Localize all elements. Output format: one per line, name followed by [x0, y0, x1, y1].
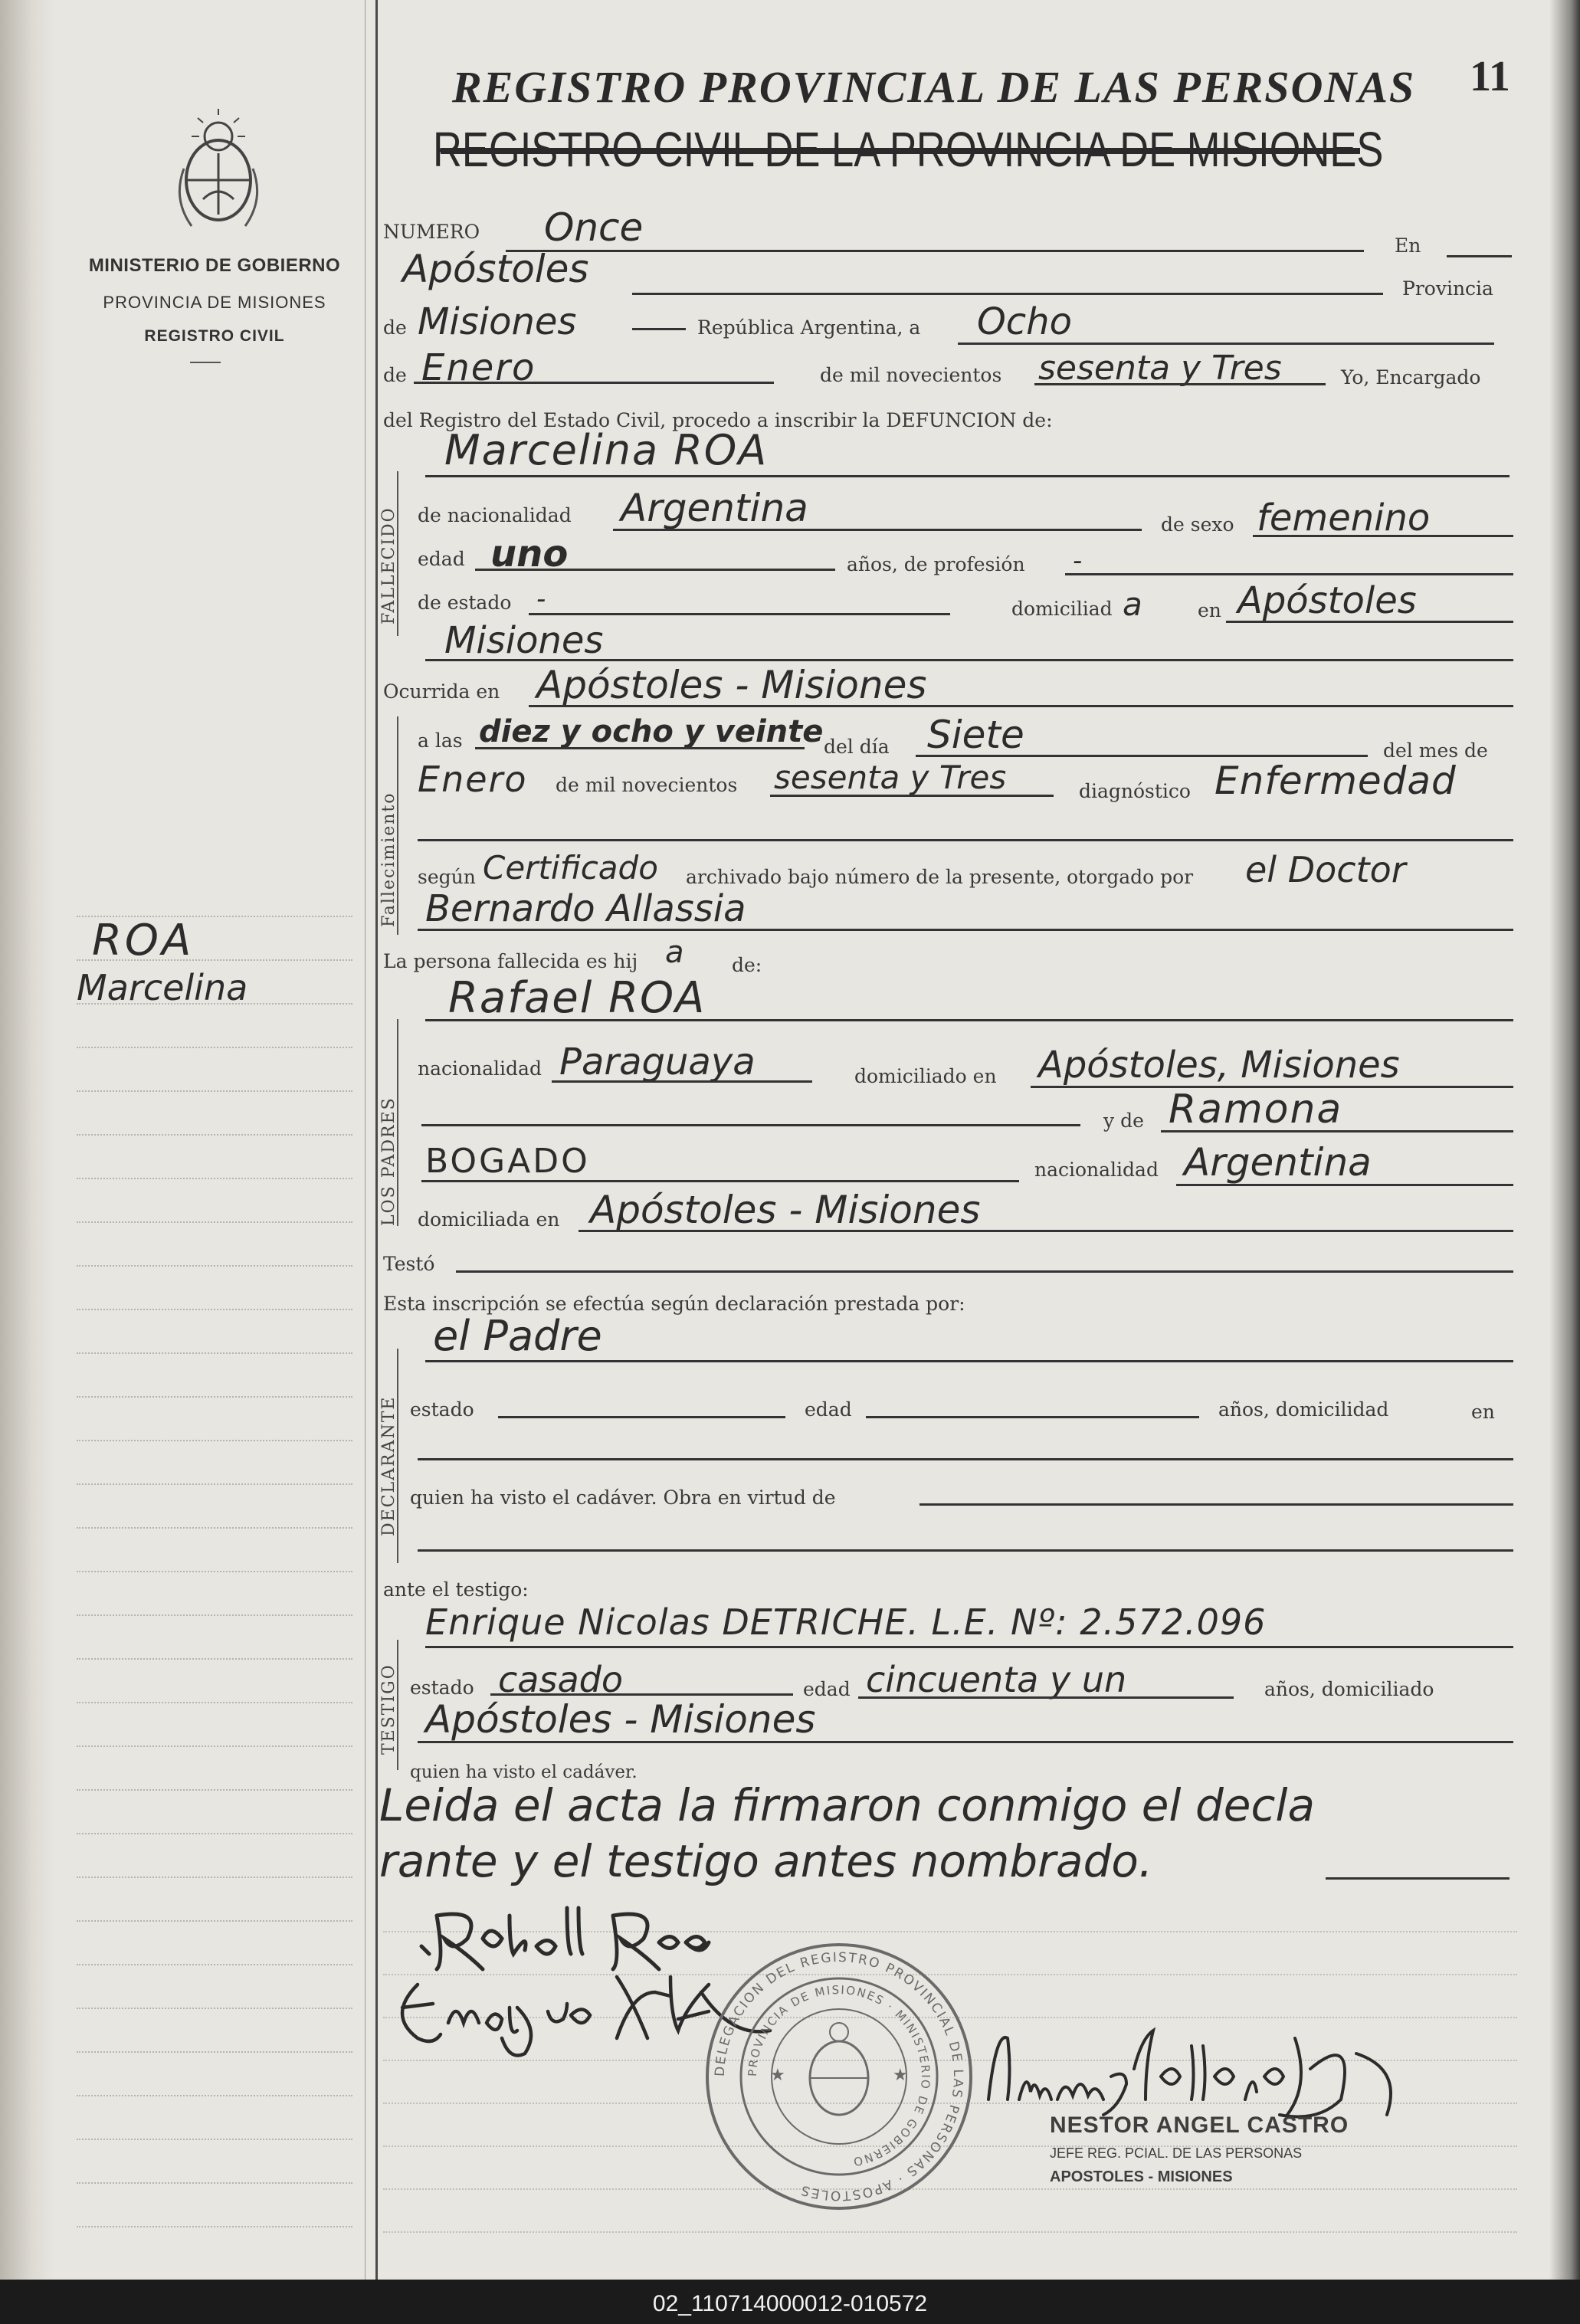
mes-2-value: Enero	[418, 759, 528, 800]
province-value: Misiones	[418, 300, 577, 343]
section-label-declarante: DECLARANTE	[379, 1395, 398, 1536]
header-line-1: REGISTRO PROVINCIAL DE LAS PERSONAS	[452, 62, 1416, 112]
file-identifier: 02_110714000012-010572	[652, 2291, 928, 2316]
documento-value: Certificado	[483, 849, 658, 887]
section-label-fallecimiento: Fallecimiento	[379, 792, 398, 927]
stub-ruled-line	[77, 1090, 352, 1092]
testigo-line	[425, 1646, 1513, 1648]
dom-madre-value: Apóstoles - Misiones	[590, 1188, 981, 1232]
hija-suffix: a	[665, 935, 684, 970]
stub-ruled-line	[77, 1309, 352, 1310]
delmes-label: del mes de	[1383, 739, 1488, 762]
header-line-2: REGISTRO CIVIL DE LA PROVINCIA DE MISIONES	[433, 122, 1384, 177]
stub-ruled-line	[77, 1134, 352, 1136]
yo-label: Yo, Encargado	[1341, 366, 1481, 388]
sexo-value: femenino	[1257, 497, 1431, 539]
domiciliada-label: domiciliada en	[418, 1208, 560, 1231]
numero-label: NUMERO	[383, 221, 480, 243]
declarante-value: el Padre	[433, 1312, 602, 1360]
nacionalidad-value: Argentina	[621, 486, 808, 530]
stub-ruled-line	[77, 2182, 352, 2184]
mil-label: de mil novecientos	[820, 364, 1002, 386]
estado-value: -	[536, 584, 546, 615]
stub-ruled-line	[77, 1440, 352, 1441]
stub-ruled-line	[77, 1745, 352, 1747]
year-value: sesenta y Tres	[1038, 349, 1282, 388]
stub-ruled-line	[77, 1178, 352, 1179]
decl-en-label: en	[1471, 1401, 1495, 1423]
domicilio-value: Apóstoles	[1237, 579, 1417, 622]
ruled-line	[383, 2231, 1517, 2233]
test-estado-value: casado	[498, 1659, 623, 1700]
padre-value: Rafael ROA	[448, 973, 706, 1023]
month-line	[414, 382, 774, 384]
stub-divider	[375, 0, 378, 2280]
test-domicilio-line	[418, 1741, 1513, 1743]
republica-label: República Argentina, a	[697, 316, 921, 339]
nac-padre-line	[552, 1080, 812, 1083]
section-label-fallecido: FALLECIDO	[379, 506, 398, 624]
decl-extra-line	[418, 1549, 1513, 1552]
stub-ministry: MINISTERIO DE GOBIERNO	[88, 255, 341, 276]
stub-ruled-line	[77, 1527, 352, 1529]
closing-line-2: rante y el testigo antes nombrado.	[379, 1835, 1153, 1887]
stub-ruled-line	[77, 2095, 352, 2096]
deceased-name-line	[425, 475, 1510, 477]
nac-madre-label: nacionalidad	[1034, 1159, 1159, 1181]
padre-line	[425, 1019, 1513, 1021]
otorgado-value: el Doctor	[1245, 849, 1406, 890]
section-label-padres: LOS PADRES	[379, 1096, 398, 1226]
decl-estado-label: estado	[410, 1398, 474, 1421]
closing-line-fill	[1326, 1877, 1510, 1880]
decl-estado-line	[498, 1416, 785, 1418]
dom-madre-line	[579, 1230, 1513, 1232]
numero-value: Once	[544, 205, 644, 250]
domicilio-line	[1226, 621, 1513, 623]
de-colon-label: de:	[732, 954, 762, 976]
stub-ruled-line	[77, 1789, 352, 1791]
stub-ruled-line	[77, 2008, 352, 2009]
nac-madre-line	[1176, 1184, 1513, 1186]
official-stamp-city: APOSTOLES - MISIONES	[1050, 2168, 1233, 2185]
stub-ruled-line	[77, 1352, 352, 1354]
official-stamp-name: NESTOR ANGEL CASTRO	[1050, 2113, 1349, 2138]
testo-label: Testó	[383, 1253, 435, 1275]
stub-ruled-line	[77, 1047, 352, 1048]
year-2-line	[770, 795, 1054, 797]
stub-ruled-line	[77, 1658, 352, 1660]
deldia-label: del día	[824, 736, 890, 758]
domiciliado-label: domiciliado en	[854, 1065, 997, 1087]
nac-padre-label: nacionalidad	[418, 1057, 542, 1080]
closing-line-1: Leida el acta la firmaron conmigo el decla	[379, 1779, 1316, 1831]
edad-line	[475, 569, 835, 571]
test-estado-line	[490, 1693, 793, 1696]
stub-ruled-line	[77, 1396, 352, 1398]
test-anios-label: años, domiciliado	[1264, 1678, 1434, 1700]
ante-label: ante el testigo:	[383, 1578, 529, 1601]
madre-apellido-value: BOGADO	[425, 1142, 590, 1181]
madre-nombre-line	[1161, 1130, 1513, 1132]
stub-ruled-line	[77, 1877, 352, 1878]
nac-padre-value: Paraguaya	[559, 1041, 756, 1083]
diagnostico-value: Enfermedad	[1215, 759, 1457, 803]
padre-extra-line	[421, 1124, 1080, 1126]
testigo-value: Enrique Nicolas DETRICHE. L.E. Nº: 2.572.096	[425, 1601, 1267, 1643]
stub-ruled-line	[77, 1920, 352, 1922]
edad-label: edad	[418, 548, 465, 570]
sexo-line	[1253, 535, 1513, 537]
test-edad-line	[858, 1696, 1234, 1699]
test-edad-label: edad	[803, 1678, 851, 1700]
stub-ruled-line	[77, 1221, 352, 1223]
stub-ruled-line	[77, 1003, 352, 1005]
decl-edad-line	[866, 1416, 1199, 1418]
sexo-label: de sexo	[1161, 513, 1234, 536]
madre-apellido-line	[421, 1180, 1019, 1182]
declaracion-label: Esta inscripción se efectúa según declaración prestada por:	[383, 1293, 965, 1315]
nac-madre-value: Argentina	[1184, 1140, 1372, 1185]
ocurrida-line	[529, 705, 1513, 707]
en-label-2: en	[1198, 599, 1221, 621]
hora-line	[475, 747, 805, 749]
archivado-label: archivado bajo número de la presente, otorgado por	[686, 866, 1194, 888]
header-strikethrough	[441, 148, 1360, 154]
stub-ruled-line	[77, 1702, 352, 1703]
en-line	[1447, 255, 1512, 257]
testo-line	[456, 1270, 1513, 1273]
diagnostico-line-2	[418, 839, 1513, 841]
stub-ruled-line	[77, 916, 352, 917]
stub-registry: REGISTRO CIVIL	[144, 327, 285, 345]
hora-value: diez y ocho y veinte	[479, 714, 824, 749]
estado-line	[529, 613, 950, 615]
day-written: Ocho	[977, 300, 1072, 343]
madre-nombre-value: Ramona	[1169, 1087, 1343, 1132]
stub-ruled-line	[77, 1265, 352, 1267]
quien-line	[919, 1503, 1513, 1506]
test-edad-value: cincuenta y un	[866, 1659, 1127, 1700]
profesion-value: -	[1073, 546, 1083, 576]
year-line	[1034, 383, 1326, 385]
intro-text: del Registro del Estado Civil, procedo a inscribir la DEFUNCION de:	[383, 409, 1053, 431]
stub-ruled-line	[77, 2139, 352, 2140]
test-domicilio-value: Apóstoles - Misiones	[425, 1697, 816, 1742]
de-label-1: de	[383, 316, 407, 339]
ocurrida-label: Ocurrida en	[383, 680, 500, 703]
quien-label: quien ha visto el cadáver. Obra en virtud de	[410, 1487, 836, 1509]
mil-2-label: de mil novecientos	[556, 774, 738, 796]
page-number: 11	[1470, 53, 1510, 100]
edad-value: uno	[490, 533, 569, 575]
registry-seal-icon	[701, 1939, 977, 2214]
stub-ruled-line	[77, 1571, 352, 1572]
alas-label: a las	[418, 729, 463, 752]
year-2-value: sesenta y Tres	[774, 759, 1007, 796]
profesion-line	[1065, 573, 1513, 575]
decl-edad-label: edad	[805, 1398, 852, 1421]
decl-domicilio-line	[418, 1458, 1513, 1460]
dia-line	[916, 755, 1368, 757]
declarante-line	[425, 1360, 1513, 1362]
medico-value: Bernardo Allassia	[425, 887, 746, 930]
ocurrida-value: Apóstoles - Misiones	[536, 663, 927, 707]
svg-text:★: ★	[770, 2066, 785, 2085]
segun-label: según	[418, 866, 476, 888]
hija-label: La persona fallecida es hij	[383, 950, 638, 972]
page-edge	[1549, 0, 1580, 2280]
domicilio-2-line	[425, 659, 1513, 661]
section-label-testigo: TESTIGO	[379, 1664, 398, 1755]
diagnostico-label: diagnóstico	[1079, 780, 1191, 802]
seal-outer-text: DELEGACION DEL REGISTRO PROVINCIAL DE LAS PERSONAS · APOSTOLES	[712, 1949, 966, 2204]
anios-profesion-label: años, de profesión	[847, 553, 1025, 575]
stub-province: PROVINCIA DE MISIONES	[103, 293, 326, 312]
domicilio-suffix: a	[1123, 585, 1142, 623]
official-stamp-title: JEFE REG. PCIAL. DE LAS PERSONAS	[1050, 2145, 1303, 2161]
medico-line	[418, 929, 1513, 931]
yde-label: y de	[1103, 1110, 1144, 1132]
nacionalidad-line	[613, 529, 1142, 531]
city-value: Apóstoles	[402, 247, 589, 291]
national-coat-of-arms-icon	[169, 107, 268, 238]
day-line	[958, 343, 1494, 345]
provincia-label: Provincia	[1402, 277, 1493, 300]
seal-inner-text: PROVINCIA DE MISIONES · MINISTERIO DE GOBIERNO	[745, 1982, 933, 2169]
stub-ruled-line	[77, 1964, 352, 1965]
dia-value: Siete	[927, 713, 1024, 757]
domicilio-label: domiciliad	[1011, 598, 1113, 620]
domicilio-2-value: Misiones	[444, 619, 604, 662]
stub-ruled-line	[77, 959, 352, 961]
province-line	[632, 328, 686, 330]
stub-ruled-line	[77, 2226, 352, 2227]
test-quien-label: quien ha visto el cadáver.	[410, 1762, 638, 1782]
month-value: Enero	[421, 346, 536, 389]
stub-surname: ROA	[92, 916, 195, 965]
stub-ruled-line	[77, 1614, 352, 1616]
de-label-2: de	[383, 364, 407, 386]
nacionalidad-label: de nacionalidad	[418, 504, 572, 526]
page-binding	[0, 0, 54, 2280]
numero-line	[506, 250, 1364, 252]
stub-ruled-line	[77, 1483, 352, 1485]
stub-dash	[190, 362, 221, 363]
city-line	[632, 293, 1383, 295]
decl-anios-label: años, domicilidad	[1218, 1398, 1389, 1421]
stub-given-name: Marcelina	[77, 967, 248, 1008]
deceased-name: Marcelina ROA	[444, 426, 769, 474]
dom-padre-value: Apóstoles, Misiones	[1038, 1044, 1400, 1087]
stub-ruled-line	[77, 1833, 352, 1834]
svg-text:★: ★	[893, 2066, 908, 2085]
estado-label: de estado	[418, 592, 512, 614]
en-label: En	[1395, 234, 1421, 257]
stub-ruled-line	[77, 2051, 352, 2053]
test-estado-label: estado	[410, 1677, 474, 1699]
